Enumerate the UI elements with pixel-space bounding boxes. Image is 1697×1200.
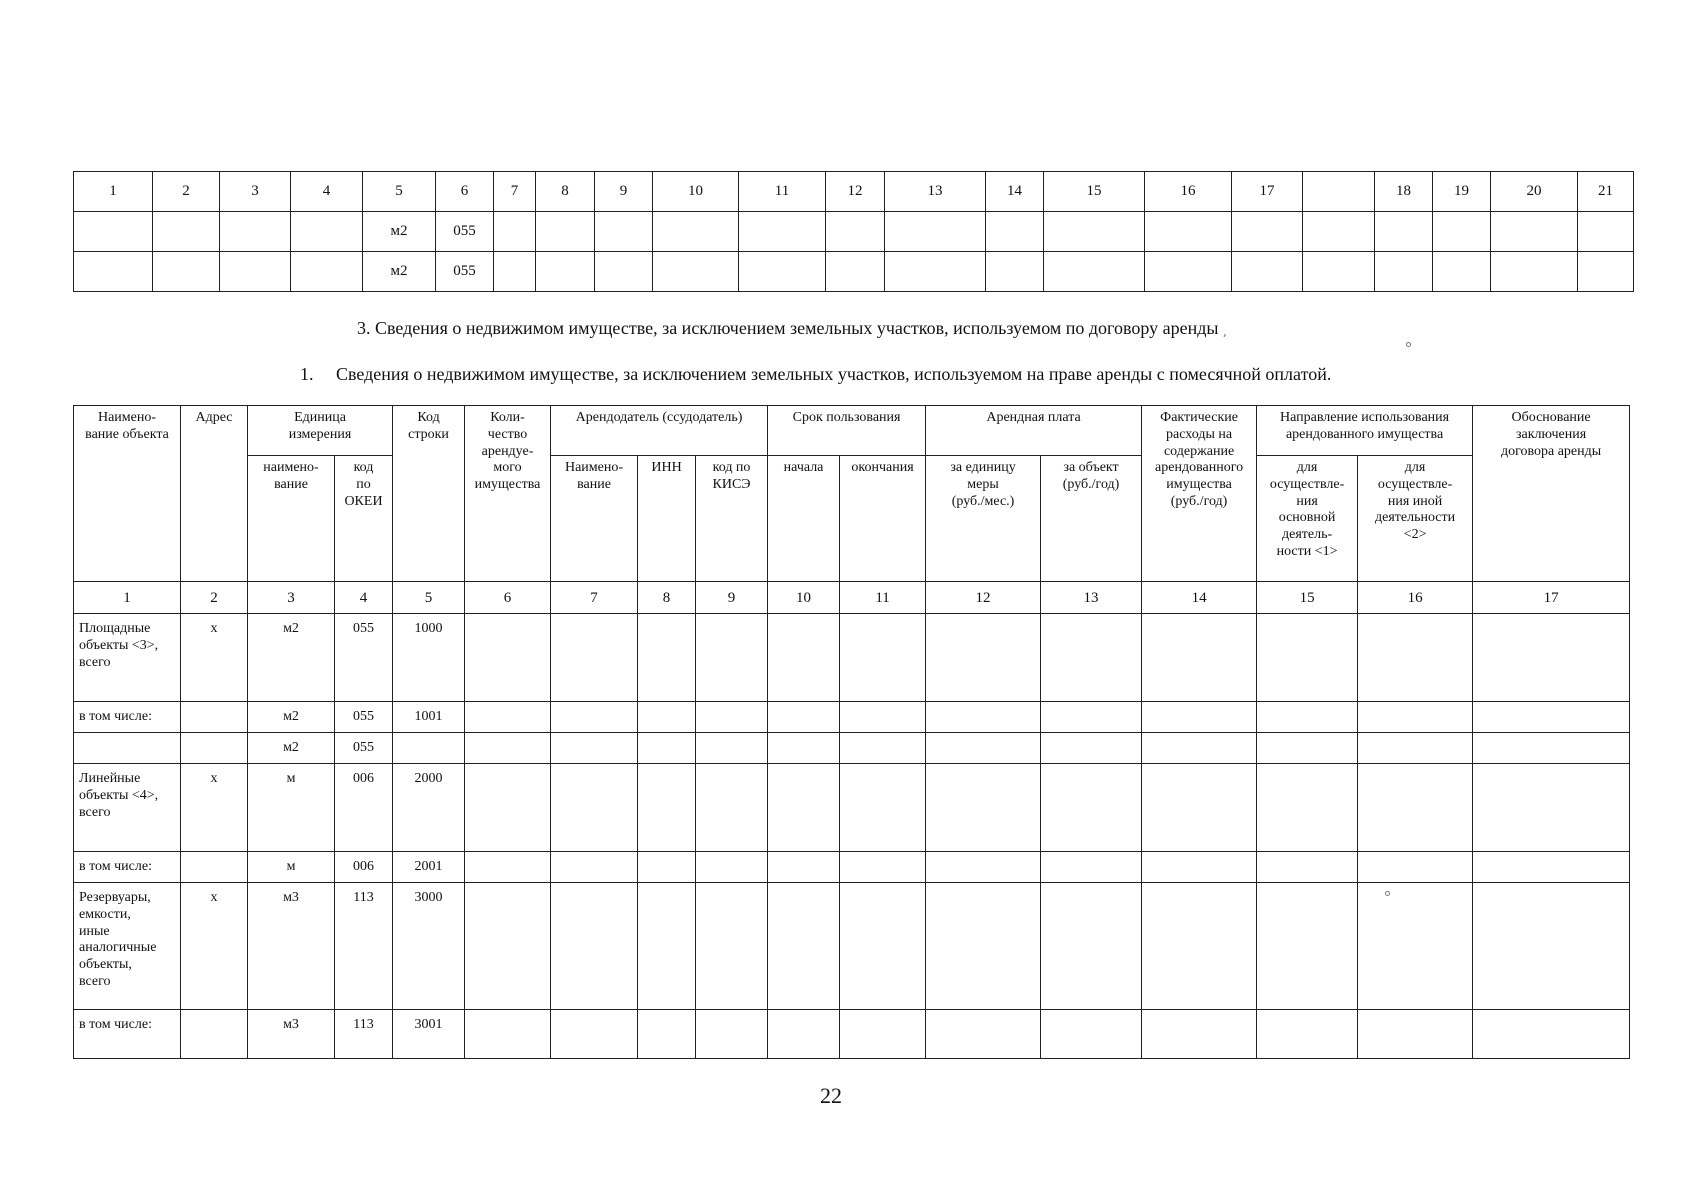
cell: 1 [74, 172, 153, 212]
header-direction: Направление использования арендованного имущества [1257, 406, 1473, 456]
cell-empty [1142, 764, 1257, 852]
cell-empty [768, 733, 840, 764]
column-number: 11 [840, 582, 926, 614]
column-number: 8 [638, 582, 696, 614]
cell: 6 [436, 172, 494, 212]
cell: 3 [220, 172, 291, 212]
cell-empty [696, 852, 768, 883]
cell-okei: 006 [335, 852, 393, 883]
header-object-name: Наимено- вание объекта [74, 406, 181, 582]
column-number-row [74, 582, 1630, 614]
cell [1433, 252, 1491, 292]
scan-speck [1406, 342, 1411, 347]
table-row [74, 852, 1630, 883]
cell-unit: м2 [248, 614, 335, 702]
cell-empty [1041, 883, 1142, 1010]
cell [220, 212, 291, 252]
cell: 13 [885, 172, 986, 212]
cell-empty [638, 852, 696, 883]
column-number: 16 [1358, 582, 1473, 614]
cell-empty [1142, 1010, 1257, 1059]
cell-empty [1257, 614, 1358, 702]
column-number: 2 [181, 582, 248, 614]
cell-empty [551, 702, 638, 733]
section-3-title: 3. Сведения о недвижимом имуществе, за исключением земельных участков, используемом по договору аренды ¸ [357, 318, 1227, 338]
table-row [74, 1010, 1630, 1059]
cell-address [181, 852, 248, 883]
cell-empty [551, 764, 638, 852]
cell-empty [1358, 733, 1473, 764]
cell: 7 [494, 172, 536, 212]
table-row [74, 733, 1630, 764]
cell [1375, 212, 1433, 252]
cell-code: 3001 [393, 1010, 465, 1059]
cell-empty [1142, 614, 1257, 702]
cell-empty [1142, 733, 1257, 764]
cell-empty [1041, 702, 1142, 733]
cell-empty [638, 764, 696, 852]
cell-empty [1358, 614, 1473, 702]
column-number: 17 [1473, 582, 1630, 614]
cell [1232, 252, 1303, 292]
cell: 055 [436, 212, 494, 252]
column-number: 4 [335, 582, 393, 614]
cell-empty [1358, 1010, 1473, 1059]
cell-empty [840, 733, 926, 764]
table-row [74, 614, 1630, 702]
section-1-text: Сведения о недвижимом имуществе, за исключением земельных участков, используемом на праве аренды с помесячной оплатой. [336, 364, 1332, 384]
cell-empty [1358, 852, 1473, 883]
table-row [74, 764, 1630, 852]
cell [739, 212, 826, 252]
cell: 4 [291, 172, 363, 212]
cell-empty [1041, 1010, 1142, 1059]
cell-empty [768, 764, 840, 852]
cell-empty [926, 764, 1041, 852]
header-direction-other: для осуществле- ния иной деятельности <2> [1358, 456, 1473, 582]
cell-code: 1000 [393, 614, 465, 702]
cell: 20 [1491, 172, 1578, 212]
cell-name: в том числе: [74, 1010, 181, 1059]
cell [826, 212, 885, 252]
cell [220, 252, 291, 292]
cell [1232, 212, 1303, 252]
cell-empty [840, 852, 926, 883]
column-number: 15 [1257, 582, 1358, 614]
cell-empty [1257, 883, 1358, 1010]
cell-okei: 055 [335, 614, 393, 702]
cell-name [74, 733, 181, 764]
cell-okei: 055 [335, 733, 393, 764]
cell-empty [1358, 883, 1473, 1010]
cell [153, 212, 220, 252]
cell-empty [551, 852, 638, 883]
cell-empty [926, 614, 1041, 702]
cell-empty [1358, 702, 1473, 733]
cell-empty [638, 702, 696, 733]
cell-okei: 113 [335, 883, 393, 1010]
cell [1491, 212, 1578, 252]
header-rent-object: за объект (руб./год) [1041, 456, 1142, 582]
cell-empty [768, 1010, 840, 1059]
cell-empty [465, 764, 551, 852]
continuation-table [73, 171, 1634, 292]
cell-empty [696, 702, 768, 733]
cell-empty [926, 702, 1041, 733]
cell: м2 [363, 252, 436, 292]
cell-okei: 113 [335, 1010, 393, 1059]
cell-empty [840, 702, 926, 733]
cell-empty [1257, 702, 1358, 733]
cell: 19 [1433, 172, 1491, 212]
cell [653, 252, 739, 292]
cell-unit: м [248, 852, 335, 883]
cell-empty [1473, 1010, 1630, 1059]
header-rent: Арендная плата [926, 406, 1142, 456]
cell [1303, 252, 1375, 292]
cell [1433, 212, 1491, 252]
cell-empty [1257, 852, 1358, 883]
cell [1491, 252, 1578, 292]
cell-name: в том числе: [74, 702, 181, 733]
cell-address: х [181, 764, 248, 852]
cell [1303, 212, 1375, 252]
column-number-row [74, 172, 1634, 212]
cell: 055 [436, 252, 494, 292]
cell-empty [768, 852, 840, 883]
cell [595, 252, 653, 292]
cell-address [181, 1010, 248, 1059]
cell: 9 [595, 172, 653, 212]
cell-empty [551, 1010, 638, 1059]
cell-empty [840, 1010, 926, 1059]
column-number: 7 [551, 582, 638, 614]
cell [153, 252, 220, 292]
cell-empty [768, 614, 840, 702]
cell-empty [1473, 883, 1630, 1010]
cell [885, 252, 986, 292]
header-lessor: Арендодатель (ссудодатель) [551, 406, 768, 456]
cell [536, 212, 595, 252]
table-row [74, 252, 1634, 292]
cell-empty [926, 733, 1041, 764]
scan-speck [1385, 891, 1390, 896]
column-number: 9 [696, 582, 768, 614]
cell: 18 [1375, 172, 1433, 212]
header-row-2 [74, 456, 1630, 582]
cell [74, 252, 153, 292]
cell-address: х [181, 614, 248, 702]
cell [595, 212, 653, 252]
column-number: 12 [926, 582, 1041, 614]
header-unit-code: код по ОКЕИ [335, 456, 393, 582]
cell-empty [465, 852, 551, 883]
header-row-1 [74, 406, 1630, 456]
cell-code: 3000 [393, 883, 465, 1010]
cell-empty [1473, 764, 1630, 852]
cell: 2 [153, 172, 220, 212]
cell: 15 [1044, 172, 1145, 212]
column-number: 10 [768, 582, 840, 614]
cell-empty [638, 883, 696, 1010]
table-row [74, 883, 1630, 1010]
leased-property-table [73, 405, 1630, 1059]
cell-empty [1473, 614, 1630, 702]
cell [1145, 252, 1232, 292]
cell-unit: м3 [248, 1010, 335, 1059]
cell-empty [465, 733, 551, 764]
cell-empty [1473, 702, 1630, 733]
cell-empty [1142, 883, 1257, 1010]
cell [1044, 212, 1145, 252]
cell-empty [696, 883, 768, 1010]
table-row [74, 702, 1630, 733]
header-kise: код по КИСЭ [696, 456, 768, 582]
cell-empty [551, 883, 638, 1010]
cell-name: в том числе: [74, 852, 181, 883]
cell-name: Площадные объекты <3>, всего [74, 614, 181, 702]
cell [885, 212, 986, 252]
header-actual-costs: Фактические расходы на содержание арендованного имущества (руб./год) [1142, 406, 1257, 582]
cell-empty [1142, 852, 1257, 883]
header-inn: ИНН [638, 456, 696, 582]
cell [536, 252, 595, 292]
cell-okei: 055 [335, 702, 393, 733]
cell [1145, 212, 1232, 252]
cell-empty [926, 883, 1041, 1010]
cell-empty [840, 614, 926, 702]
cell-name: Линейные объекты <4>, всего [74, 764, 181, 852]
cell-empty [840, 883, 926, 1010]
header-address: Адрес [181, 406, 248, 582]
cell-empty [696, 614, 768, 702]
header-rent-unit: за единицу меры (руб./мес.) [926, 456, 1041, 582]
cell-unit: м3 [248, 883, 335, 1010]
header-term-start: начала [768, 456, 840, 582]
cell-address: х [181, 883, 248, 1010]
cell [494, 212, 536, 252]
cell-unit: м [248, 764, 335, 852]
cell [653, 212, 739, 252]
header-unit: Единица измерения [248, 406, 393, 456]
cell: 14 [986, 172, 1044, 212]
cell-empty [465, 702, 551, 733]
cell-empty [1041, 733, 1142, 764]
cell-empty [1041, 614, 1142, 702]
header-quantity: Коли- чество арендуе- мого имущества [465, 406, 551, 582]
cell-code: 2000 [393, 764, 465, 852]
cell-empty [1257, 764, 1358, 852]
cell-empty [840, 764, 926, 852]
cell-empty [1257, 1010, 1358, 1059]
column-number: 5 [393, 582, 465, 614]
cell [74, 212, 153, 252]
cell: 10 [653, 172, 739, 212]
header-justification: Обоснование заключения договора аренды [1473, 406, 1630, 582]
cell-empty [696, 1010, 768, 1059]
cell [1303, 172, 1375, 212]
cell-empty [465, 883, 551, 1010]
cell: 11 [739, 172, 826, 212]
cell-empty [1473, 733, 1630, 764]
cell: 12 [826, 172, 885, 212]
cell-okei: 006 [335, 764, 393, 852]
cell: 8 [536, 172, 595, 212]
cell-empty [465, 1010, 551, 1059]
cell [291, 212, 363, 252]
cell-address [181, 733, 248, 764]
cell-empty [696, 733, 768, 764]
cell-empty [1257, 733, 1358, 764]
cell-empty [768, 702, 840, 733]
cell-code [393, 733, 465, 764]
cell-empty [465, 614, 551, 702]
cell [1044, 252, 1145, 292]
header-lessor-name: Наимено- вание [551, 456, 638, 582]
cell [739, 252, 826, 292]
header-term-end: окончания [840, 456, 926, 582]
cell-empty [696, 764, 768, 852]
cell: м2 [363, 212, 436, 252]
cell [986, 252, 1044, 292]
section-1-number: 1. [300, 364, 314, 384]
column-number: 14 [1142, 582, 1257, 614]
cell [826, 252, 885, 292]
cell-empty [926, 1010, 1041, 1059]
cell-empty [638, 733, 696, 764]
section-1-title [300, 364, 1331, 385]
column-number: 13 [1041, 582, 1142, 614]
cell [1578, 252, 1634, 292]
cell: 16 [1145, 172, 1232, 212]
cell [1375, 252, 1433, 292]
cell-empty [551, 614, 638, 702]
cell-unit: м2 [248, 733, 335, 764]
table-row [74, 212, 1634, 252]
cell-code: 2001 [393, 852, 465, 883]
cell: 17 [1232, 172, 1303, 212]
header-line-code: Код строки [393, 406, 465, 582]
cell [1578, 212, 1634, 252]
cell-empty [768, 883, 840, 1010]
cell-empty [1041, 764, 1142, 852]
cell-empty [551, 733, 638, 764]
cell-empty [1041, 852, 1142, 883]
cell-empty [638, 1010, 696, 1059]
cell-empty [1473, 852, 1630, 883]
column-number: 1 [74, 582, 181, 614]
cell [986, 212, 1044, 252]
cell-empty [1358, 764, 1473, 852]
column-number: 6 [465, 582, 551, 614]
cell-address [181, 702, 248, 733]
header-unit-name: наимено- вание [248, 456, 335, 582]
cell: 5 [363, 172, 436, 212]
page-number: 22 [820, 1083, 842, 1108]
cell-empty [926, 852, 1041, 883]
cell-code: 1001 [393, 702, 465, 733]
cell-unit: м2 [248, 702, 335, 733]
cell [494, 252, 536, 292]
cell [291, 252, 363, 292]
column-number: 3 [248, 582, 335, 614]
cell: 21 [1578, 172, 1634, 212]
cell-name: Резервуары, емкости, иные аналогичные объекты, всего [74, 883, 181, 1010]
cell-empty [638, 614, 696, 702]
cell-empty [1142, 702, 1257, 733]
header-direction-main: для осуществле- ния основной деятель- ности <1> [1257, 456, 1358, 582]
header-term: Срок пользования [768, 406, 926, 456]
